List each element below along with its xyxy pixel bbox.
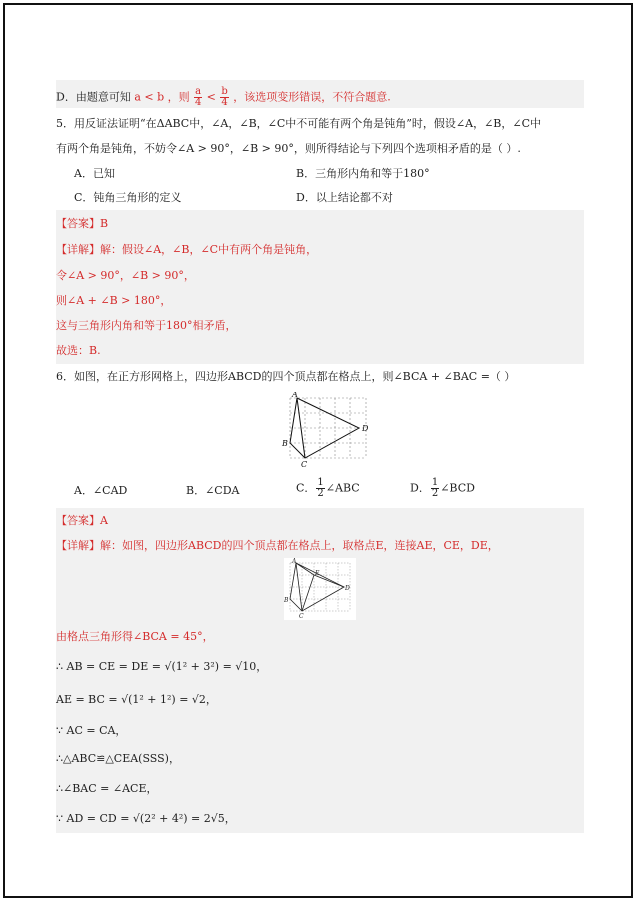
label-a: A xyxy=(292,558,297,565)
frac-num: 1 xyxy=(431,477,439,488)
label-a: A xyxy=(292,392,298,399)
frac-num: a xyxy=(195,86,202,97)
label-e: E xyxy=(315,570,320,577)
q6-option-c xyxy=(296,478,360,499)
frac-den: 4 xyxy=(221,97,228,108)
label-c: C xyxy=(299,613,304,620)
fraction-a-over-4 xyxy=(194,87,202,108)
label-d: D xyxy=(345,585,350,592)
label-c: C xyxy=(301,460,308,469)
q5-stem-line1: 5．用反证法证明“在ΔABC中，∠A，∠B，∠C中不可能有两个角是钝角”时，假设∠A，∠B，∠C中 xyxy=(56,117,542,130)
frac-den: 4 xyxy=(194,97,202,108)
q6-option-d xyxy=(410,478,475,499)
fraction-b-over-4 xyxy=(220,87,228,108)
label-d: D xyxy=(362,424,369,433)
q6-option-b: B．∠CDA xyxy=(186,484,240,497)
q6-solution-figure xyxy=(284,558,356,620)
q4-option-d: D．由题意可知 a < b ，则 $\frac{a}{4}$ < $\frac{b}{4}$ ，该选项变形错误，不符合题意. xyxy=(56,86,391,108)
q5-option-c: C．钝角三角形的定义 xyxy=(74,191,182,204)
q5-detail-2: 令∠A > 90°，∠B > 90°， xyxy=(56,269,195,282)
q4-d-prefix: D．由题意可知 xyxy=(56,90,131,104)
label-b: B xyxy=(282,439,288,448)
q5-detail-3: 则∠A + ∠B > 180°， xyxy=(56,294,172,307)
q6-answer: 【答案】A xyxy=(56,514,108,527)
q6-figure-grid xyxy=(280,392,390,470)
label-b: B xyxy=(284,597,289,604)
fraction-half xyxy=(431,478,439,499)
q6-c-suffix: ∠ABC xyxy=(325,481,360,495)
q6-d-prefix: D． xyxy=(410,481,430,495)
q5-option-b: B．三角形内角和等于180° xyxy=(296,167,430,180)
q5-detail-1: 【详解】解：假设∠A，∠B，∠C中有两个角是钝角， xyxy=(56,243,318,256)
q5-stem-line2: 有两个角是钝角，不妨令∠A > 90°，∠B > 90°，则所得结论与下列四个选项相矛盾的是（ ）. xyxy=(56,142,521,155)
q4-d-cond: a < b xyxy=(134,90,165,104)
q6-detail-intro: 【详解】解：如图，四边形ABCD的四个顶点都在格点上，取格点E，连接AE，CE，DE， xyxy=(56,539,499,552)
q4-d-then: ，则 xyxy=(167,90,190,104)
q5-detail-5: 故选：B. xyxy=(56,344,101,357)
q6-step-2: ∴ AB = CE = DE = √(1² + 3²) = √10， xyxy=(56,660,268,673)
q6-step-5: ∴△ABC≌△CEA(SSS)， xyxy=(56,752,180,765)
q5-answer: 【答案】B xyxy=(56,217,109,230)
q6-step-1: 由格点三角形得∠BCA = 45°， xyxy=(56,630,214,643)
q5-option-a: A．已知 xyxy=(74,167,115,180)
q6-step-3: AE = BC = √(1² + 1²) = √2， xyxy=(56,693,217,706)
fraction-half xyxy=(316,478,324,499)
frac-den: 2 xyxy=(431,488,439,499)
q5-option-d: D．以上结论都不对 xyxy=(296,191,393,204)
q6-c-prefix: C． xyxy=(296,481,316,495)
q6-option-a: A．∠CAD xyxy=(74,484,128,497)
q4-d-suffix: ，该选项变形错误，不符合题意. xyxy=(233,90,391,104)
q5-solution-block xyxy=(56,210,584,364)
q6-step-6: ∴∠BAC = ∠ACE， xyxy=(56,782,158,795)
q6-stem: 6．如图，在正方形网格上，四边形ABCD的四个顶点都在格点上，则∠BCA + ∠BAC =（ ） xyxy=(56,370,516,383)
frac-num: b xyxy=(221,86,228,97)
q6-step-4: ∵ AC = CA， xyxy=(56,724,127,737)
frac-den: 2 xyxy=(317,488,324,499)
frac-num: 1 xyxy=(317,477,324,488)
q6-step-7: ∵ AD = CD = √(2² + 4²) = 2√5， xyxy=(56,812,236,825)
q5-detail-4: 这与三角形内角和等于180°相矛盾， xyxy=(56,319,237,332)
q6-d-suffix: ∠BCD xyxy=(440,481,475,495)
